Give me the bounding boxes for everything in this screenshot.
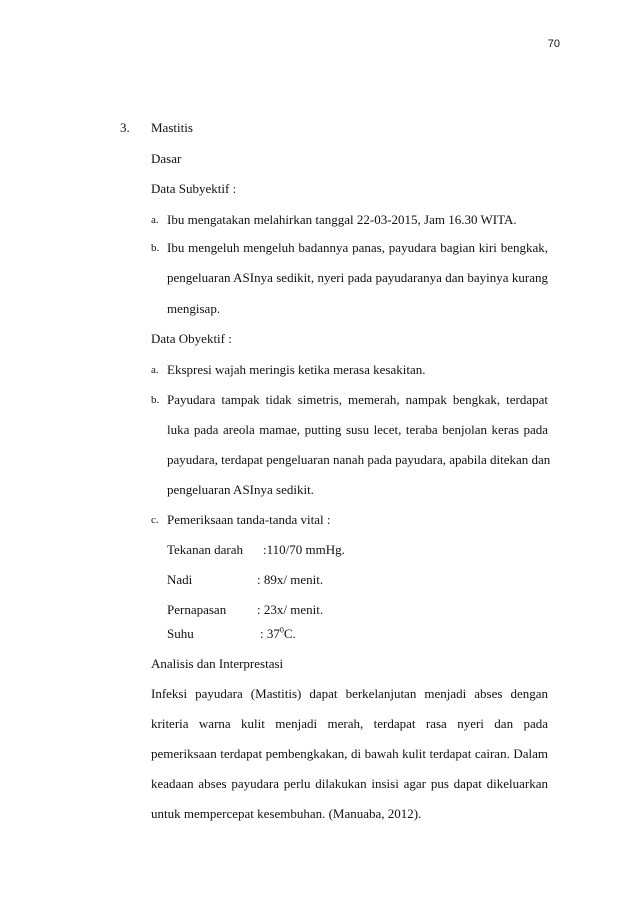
objective-b-marker: b. [151, 394, 160, 406]
objective-b-line-3: payudara, terdapat pengeluaran nanah pada payudara, apabila ditekan dan [167, 452, 551, 467]
dasar-heading: Dasar [151, 151, 182, 166]
vital-row [167, 542, 345, 558]
justified-line [167, 240, 548, 256]
vital-value: : 37 [260, 626, 280, 641]
vital-label: Tekanan darah [167, 542, 243, 557]
objective-b-line-1: Payudara tampak tidak simetris, memerah, nampak bengkak, terdapat [167, 392, 548, 407]
analysis-line-3: pemeriksaan terdapat pembengkakan, di bawah kulit terdapat cairan. Dalam [151, 746, 548, 761]
objective-a-marker: a. [151, 364, 159, 376]
objective-c-marker: c. [151, 514, 159, 526]
vital-value: :110/70 mmHg. [263, 542, 345, 557]
subjective-heading: Data Subyektif : [151, 181, 237, 196]
vital-superscript: 0 [279, 625, 284, 635]
subjective-b-line [167, 240, 548, 256]
objective-b-line [167, 452, 551, 468]
objective-heading: Data Obyektif : [151, 331, 232, 346]
analysis-line-1: Infeksi payudara (Mastitis) dapat berkelanjutan menjadi abses dengan [151, 686, 548, 701]
section-title: Mastitis [151, 120, 193, 135]
subjective-a-marker: a. [151, 214, 159, 226]
objective-b-line [167, 422, 548, 438]
vital-label: Nadi [167, 572, 193, 587]
page-number: 70 [547, 38, 560, 50]
section-number: 3. [120, 120, 130, 135]
analysis-line [151, 776, 548, 792]
vital-label: Pernapasan [167, 602, 227, 617]
subjective-b-marker: b. [151, 242, 160, 254]
objective-c-line: Pemeriksaan tanda-tanda vital : [167, 512, 331, 527]
vital-suffix: C. [283, 626, 296, 641]
vital-row [167, 626, 296, 642]
vital-value: : 89x/ menit. [257, 572, 324, 587]
objective-a-line: Ekspresi wajah meringis ketika merasa kesakitan. [167, 362, 426, 377]
analysis-heading: Analisis dan Interprestasi [151, 656, 284, 671]
analysis-line [151, 686, 548, 702]
vital-value: : 23x/ menit. [257, 602, 324, 617]
subjective-a-line: Ibu mengatakan melahirkan tanggal 22-03-2015, Jam 16.30 WITA. [167, 212, 517, 227]
objective-b-line-2: luka pada areola mamae, putting susu lecet, teraba benjolan keras pada [167, 422, 548, 437]
vital-row [167, 572, 323, 588]
subjective-b-line-1: Ibu mengeluh mengeluh badannya panas, payudara bagian kiri bengkak, [167, 240, 548, 255]
objective-b-line [167, 392, 548, 408]
analysis-line-4: keadaan abses payudara perlu dilakukan insisi agar pus dapat dikeluarkan [151, 776, 548, 791]
subjective-b-line-3: mengisap. [167, 301, 221, 316]
vital-row [167, 602, 323, 618]
vital-label: Suhu [167, 626, 194, 641]
analysis-line-5: untuk mempercepat kesembuhan. (Manuaba, 2012). [151, 806, 422, 821]
analysis-line [151, 716, 548, 732]
analysis-line-2: kriteria warna kulit menjadi merah, terdapat rasa nyeri dan pada [151, 716, 548, 731]
analysis-line [151, 746, 548, 762]
subjective-b-line [167, 270, 548, 286]
subjective-b-line-2: pengeluaran ASInya sedikit, nyeri pada payudaranya dan bayinya kurang [167, 270, 548, 285]
objective-b-line-4: pengeluaran ASInya sedikit. [167, 482, 314, 497]
